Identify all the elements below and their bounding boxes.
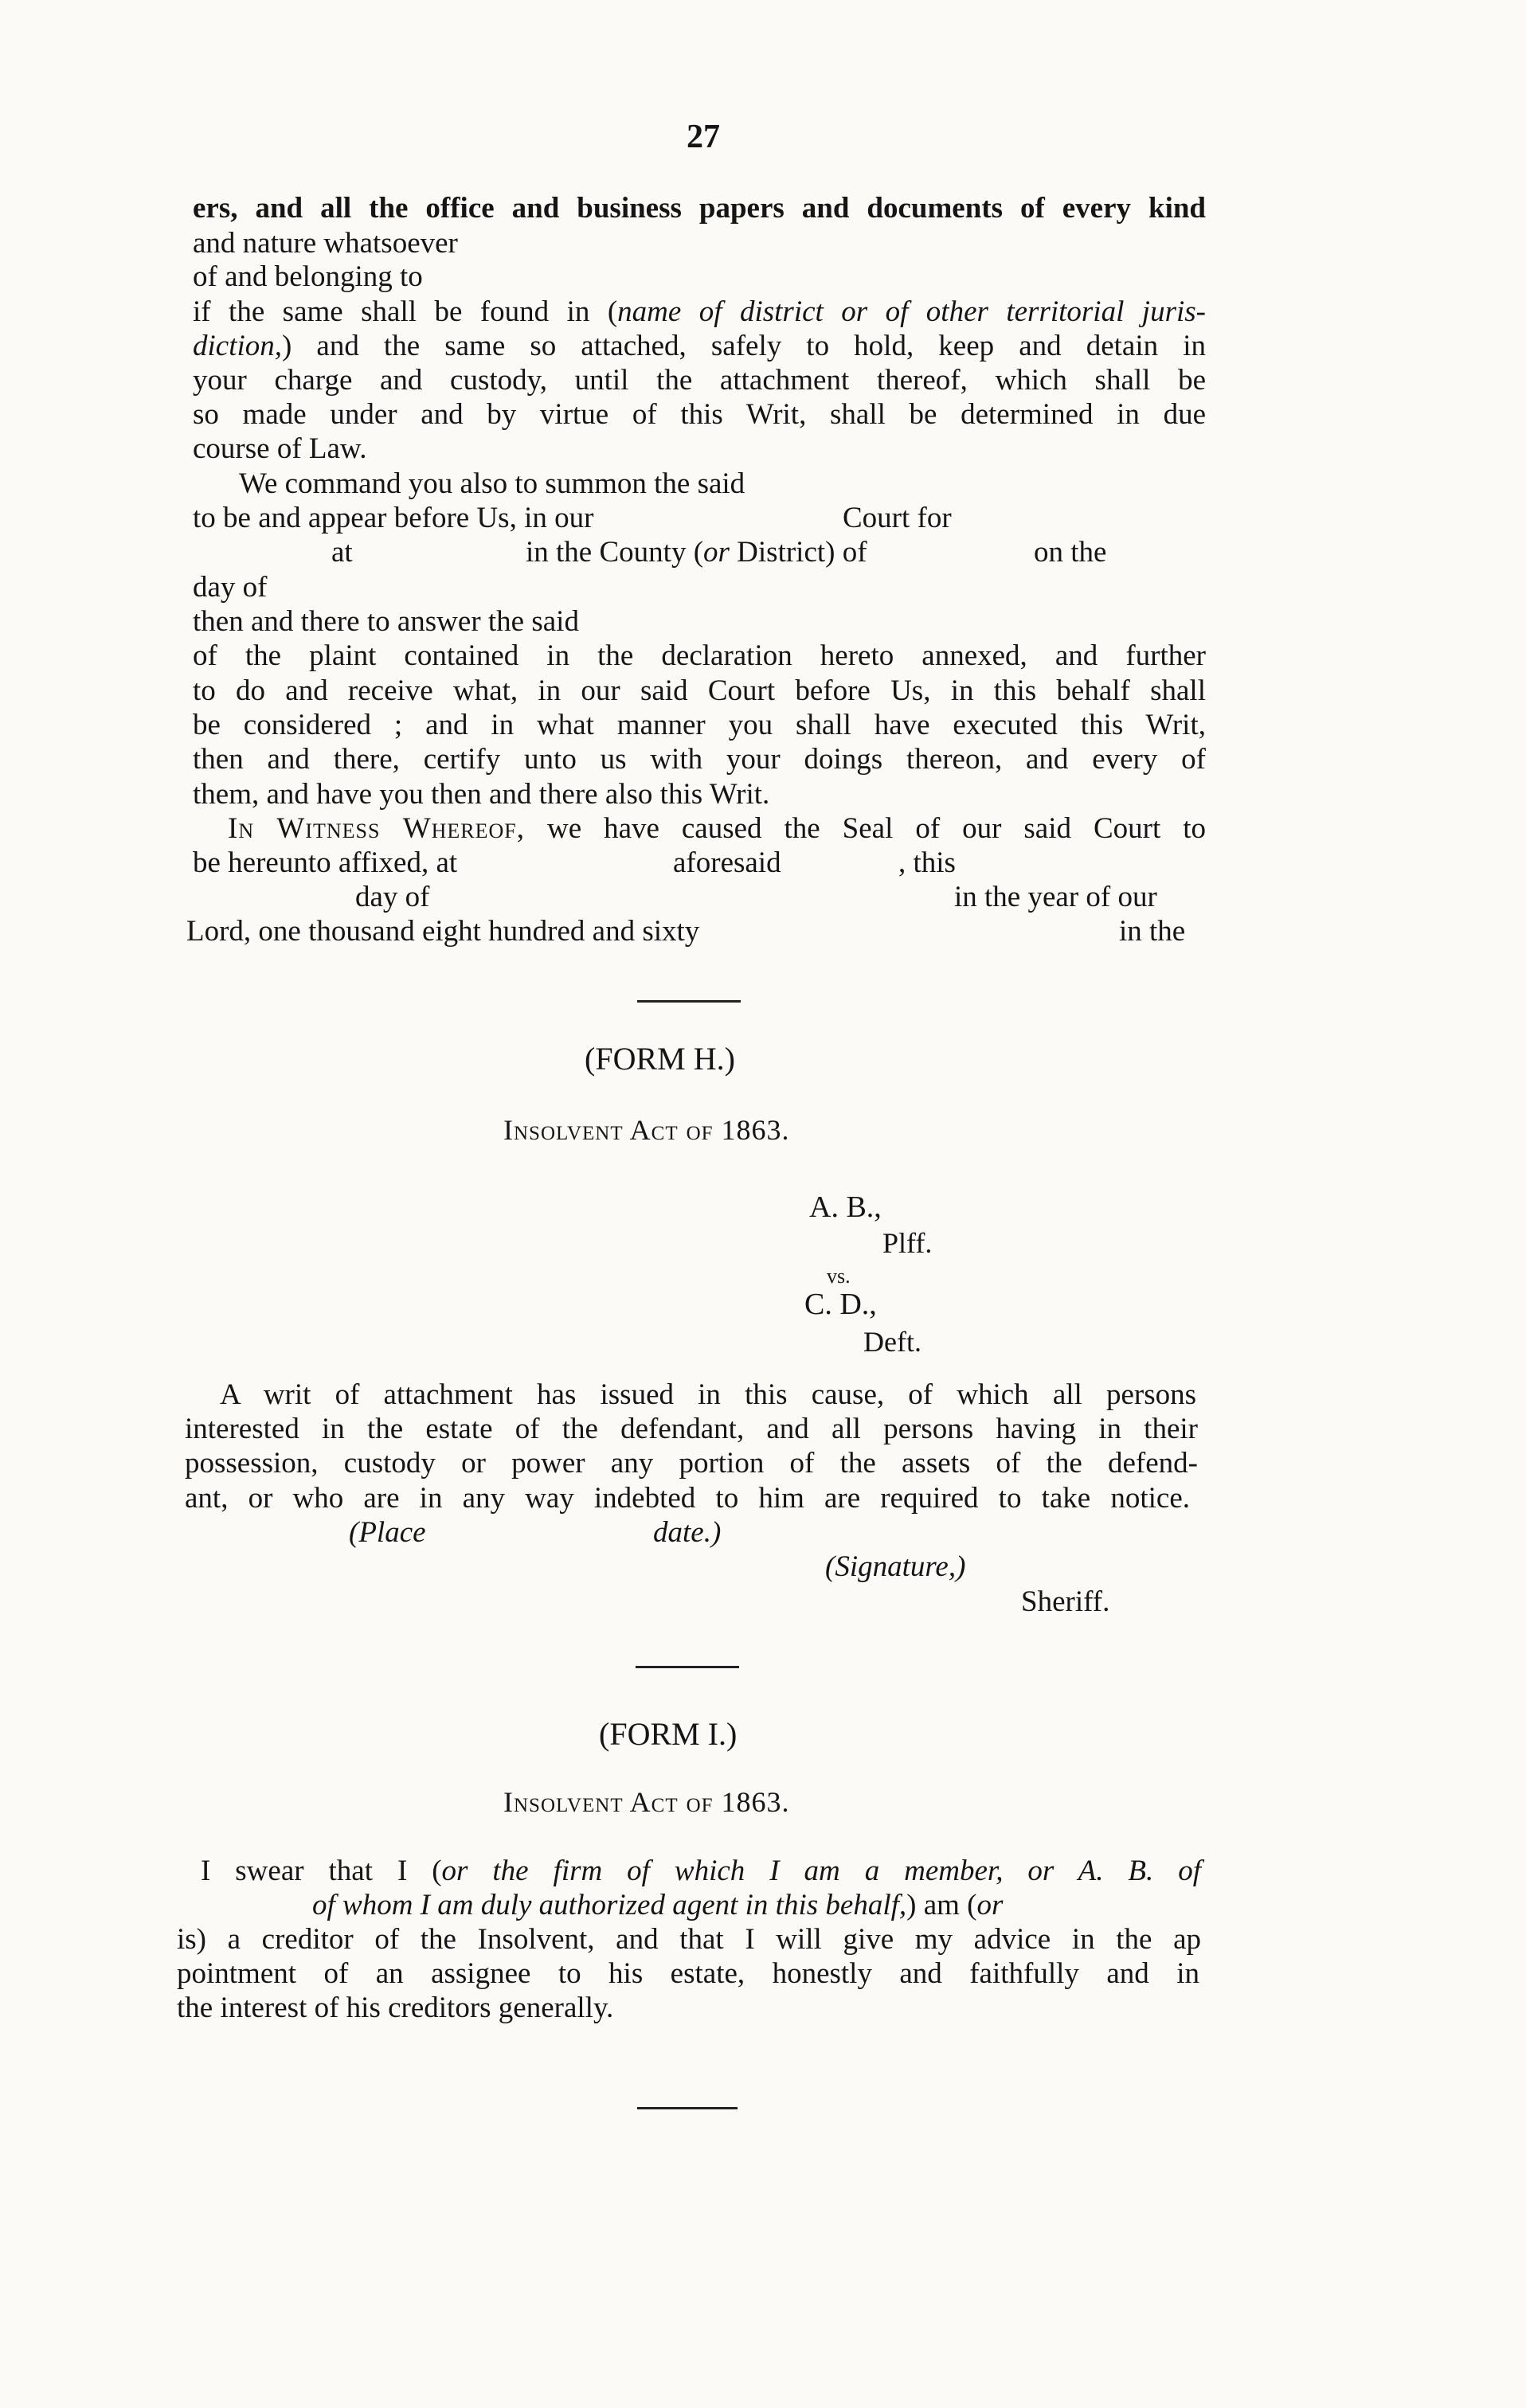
form-h-body-4: ant, or who are in any way indebted to him are required to take notice.	[185, 1482, 1190, 1515]
form-h-place: (Place	[349, 1516, 426, 1549]
form-i-subtitle: Insolvent Act of 1863.	[503, 1786, 790, 1818]
section-divider-1	[637, 1000, 741, 1003]
form-h-sheriff: Sheriff.	[1021, 1585, 1110, 1618]
writ-line-20-c: , this	[898, 846, 956, 879]
form-i-line-4: pointment of an assignee to his estate, honestly and faithfully and in	[177, 1957, 1199, 1990]
form-i-line-2-italic: of whom I am duly authorized agent in this behalf,	[312, 1889, 907, 1921]
writ-line-8: course of Law.	[193, 432, 367, 465]
writ-line-9: We command you also to summon the said	[239, 467, 745, 500]
writ-line-2: and nature whatsoever	[193, 227, 458, 260]
form-h-subtitle: Insolvent Act of 1863.	[503, 1114, 790, 1146]
form-i-line-2-or: or	[976, 1889, 1004, 1921]
form-h-date: date.)	[653, 1516, 722, 1549]
form-i-line-2	[312, 1888, 1003, 1922]
writ-line-19	[228, 811, 1206, 846]
form-h-title: (FORM H.)	[585, 1041, 735, 1077]
form-i-title: (FORM I.)	[599, 1716, 738, 1752]
writ-line-18: them, and have you then and there also this Writ.	[193, 778, 770, 811]
writ-line-14: of the plaint contained in the declaration hereto annexed, and further	[193, 639, 1206, 672]
writ-line-11-county: in the County (	[526, 536, 704, 569]
writ-line-11-or: or	[703, 536, 730, 569]
form-h-party-2: C. D.,	[804, 1288, 877, 1321]
writ-line-4	[193, 295, 1206, 330]
form-h-party-1: A. B.,	[809, 1190, 882, 1224]
writ-line-1: ers, and all the office and business papers and documents of every kind	[193, 192, 1206, 225]
writ-line-5-text: ) and the same so attached, safely to hold, keep and detain in	[282, 330, 1206, 362]
form-h-body-1: A writ of attachment has issued in this cause, of which all persons	[220, 1378, 1196, 1411]
form-h-party-1-role: Plff.	[882, 1227, 933, 1259]
writ-line-17: then and there, certify unto us with your doings thereon, and every of	[193, 743, 1206, 776]
form-i-line-2-text: ) am (	[906, 1889, 977, 1921]
writ-line-22-b: in the	[1119, 915, 1186, 948]
in-witness-whereof: In Witness Whereof,	[228, 812, 526, 845]
form-i-line-5: the interest of his creditors generally.	[177, 1992, 614, 2024]
writ-line-4-italic: name of district or of other territorial juris-	[617, 295, 1206, 328]
form-h-versus: vs.	[827, 1265, 851, 1288]
writ-line-21-a: day of	[355, 881, 430, 913]
writ-line-4-text: if the same shall be found in (	[193, 295, 618, 328]
writ-line-7: so made under and by virtue of this Writ, shall be determined in due	[193, 398, 1206, 431]
writ-line-15: to do and receive what, in our said Court before Us, in this behalf shall	[193, 674, 1206, 707]
writ-line-12: day of	[193, 571, 268, 604]
page-number: 27	[687, 119, 720, 155]
writ-line-5-italic: diction,	[193, 330, 283, 362]
writ-line-6: your charge and custody, until the attachment thereof, which shall be	[193, 364, 1206, 397]
writ-line-22-a: Lord, one thousand eight hundred and sixty	[186, 915, 700, 948]
writ-line-13: then and there to answer the said	[193, 605, 579, 638]
writ-line-20-b: aforesaid	[673, 846, 781, 879]
writ-line-16: be considered ; and in what manner you shall have executed this Writ,	[193, 709, 1206, 741]
form-i-line-1-italic: or the firm of which I am a member, or A. B. of	[441, 1855, 1201, 1887]
section-divider-3	[637, 2107, 738, 2109]
writ-line-20-a: be hereunto affixed, at	[193, 846, 458, 879]
form-i-line-1	[201, 1854, 1201, 1889]
writ-line-11-b	[526, 535, 867, 569]
form-h-party-2-role: Deft.	[863, 1326, 921, 1358]
form-i-line-1-text: I swear that I (	[201, 1855, 442, 1887]
writ-line-3: of and belonging to	[193, 260, 423, 293]
form-i-line-3: is) a creditor of the Insolvent, and that I will give my advice in the ap	[177, 1923, 1201, 1956]
form-h-body-3: possession, custody or power any portion of the assets of the defend-	[185, 1447, 1198, 1480]
writ-line-21-b: in the year of our	[954, 881, 1157, 913]
form-h-body-2: interested in the estate of the defendant, and all persons having in their	[185, 1413, 1198, 1445]
form-h-signature: (Signature,)	[825, 1550, 966, 1583]
writ-line-10-b: Court for	[843, 502, 952, 534]
writ-line-11-district: District) of	[729, 536, 867, 569]
section-divider-2	[636, 1666, 739, 1668]
writ-line-19-text: we have caused the Seal of our said Court to	[525, 812, 1206, 845]
writ-line-5	[193, 329, 1206, 364]
writ-line-10-a: to be and appear before Us, in our	[193, 502, 594, 534]
writ-line-11-a: at	[331, 536, 353, 569]
writ-line-11-e: on the	[1034, 536, 1107, 569]
